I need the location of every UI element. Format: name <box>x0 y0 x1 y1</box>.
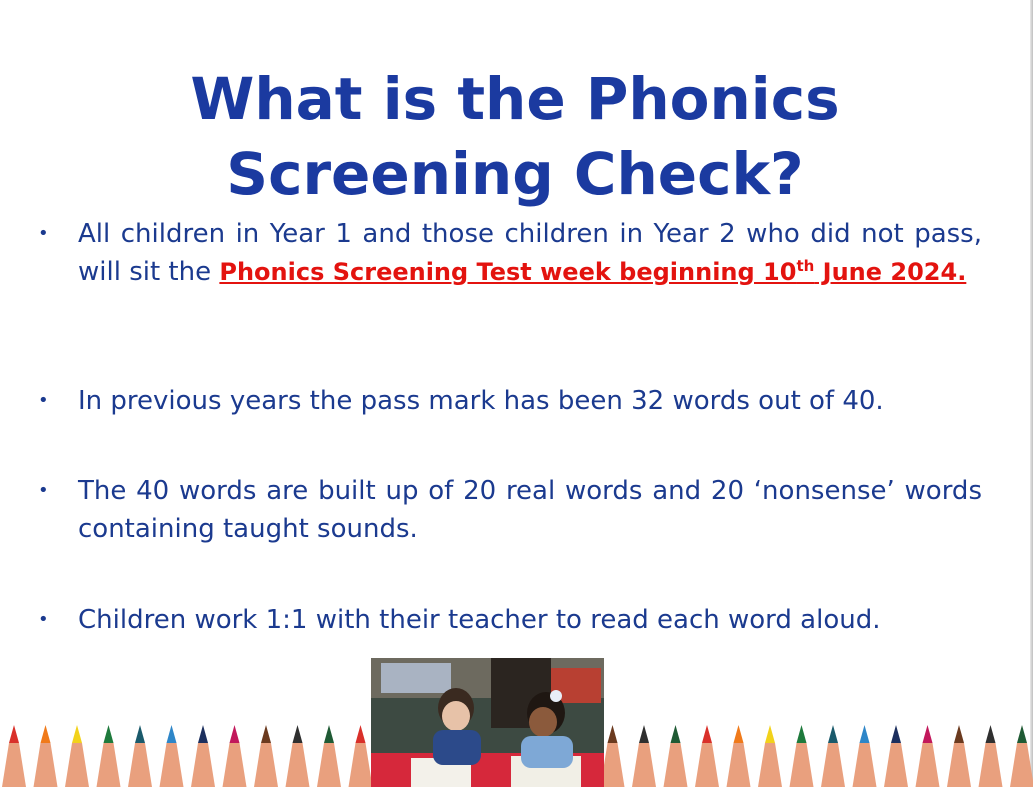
pencil-lead <box>702 725 712 743</box>
pencil-wood <box>632 743 656 787</box>
pencil-wood <box>916 743 940 787</box>
bullet-dot: • <box>38 609 49 630</box>
pencil-wood <box>286 743 310 787</box>
pencil-wood <box>254 743 278 787</box>
bullet-dot: • <box>38 223 49 244</box>
bullet-text: The 40 words are built up of 20 real words and 20 ‘nonsense’ words containing taught sounds. <box>78 476 982 544</box>
pencil-wood <box>947 743 971 787</box>
bullet-dot: • <box>38 480 49 501</box>
pencil-lead <box>72 725 82 743</box>
pencil-wood <box>128 743 152 787</box>
pencil-lead <box>923 725 933 743</box>
bullet-item-test-date <box>38 215 982 291</box>
pencil-lead <box>608 725 618 743</box>
pencil-lead <box>828 725 838 743</box>
children-reading-photo <box>371 658 604 787</box>
bullet-text: All children in Year 1 and those children in Year 2 who did not pass, will sit the <box>78 219 982 287</box>
pencil-lead <box>104 725 114 743</box>
pencil-wood <box>1010 743 1033 787</box>
pencil-wood <box>97 743 121 787</box>
pencil-wood <box>65 743 89 787</box>
ordinal-suffix: th <box>796 257 815 275</box>
pencil-wood <box>664 743 688 787</box>
pencil-lead <box>356 725 366 743</box>
pencil-wood <box>758 743 782 787</box>
pencil-wood <box>695 743 719 787</box>
bullet-text: In previous years the pass mark has been 32 words out of 40. <box>78 386 884 416</box>
pencil-lead <box>230 725 240 743</box>
pencil-wood <box>853 743 877 787</box>
test-date-highlight <box>219 258 966 286</box>
pencil-lead <box>293 725 303 743</box>
pencil-wood <box>349 743 373 787</box>
pencil-lead <box>986 725 996 743</box>
pencil-lead <box>9 725 19 743</box>
bullet-text: Children work 1:1 with their teacher to read each word aloud. <box>78 605 881 635</box>
pencil-lead <box>734 725 744 743</box>
pencil-lead <box>891 725 901 743</box>
highlight-text-end: June 2024. <box>814 258 967 286</box>
pencil-wood <box>2 743 26 787</box>
bullet-item-one-to-one <box>38 601 982 639</box>
pencil-wood <box>601 743 625 787</box>
pencil-lead <box>954 725 964 743</box>
pencil-wood <box>191 743 215 787</box>
pencil-wood <box>160 743 184 787</box>
pencil-lead <box>765 725 775 743</box>
bullet-item-word-types <box>38 472 982 548</box>
pencil-lead <box>324 725 334 743</box>
pencil-lead <box>261 725 271 743</box>
pencil-wood <box>727 743 751 787</box>
bullet-item-pass-mark <box>38 382 982 420</box>
pencil-wood <box>790 743 814 787</box>
pencil-lead <box>671 725 681 743</box>
pencil-wood <box>979 743 1003 787</box>
pencil-lead <box>41 725 51 743</box>
pencil-wood <box>34 743 58 787</box>
pencil-lead <box>1017 725 1027 743</box>
pencil-lead <box>167 725 177 743</box>
pencil-lead <box>198 725 208 743</box>
pencil-wood <box>223 743 247 787</box>
pencil-lead <box>797 725 807 743</box>
pencil-wood <box>821 743 845 787</box>
pencil-lead <box>135 725 145 743</box>
bullet-dot: • <box>38 390 49 411</box>
pencil-wood <box>884 743 908 787</box>
pencil-lead <box>639 725 649 743</box>
highlight-text: Phonics Screening Test week beginning 10 <box>219 258 797 286</box>
pencil-lead <box>860 725 870 743</box>
slide-title: What is the Phonics Screening Check? <box>190 65 840 208</box>
pencil-wood <box>317 743 341 787</box>
